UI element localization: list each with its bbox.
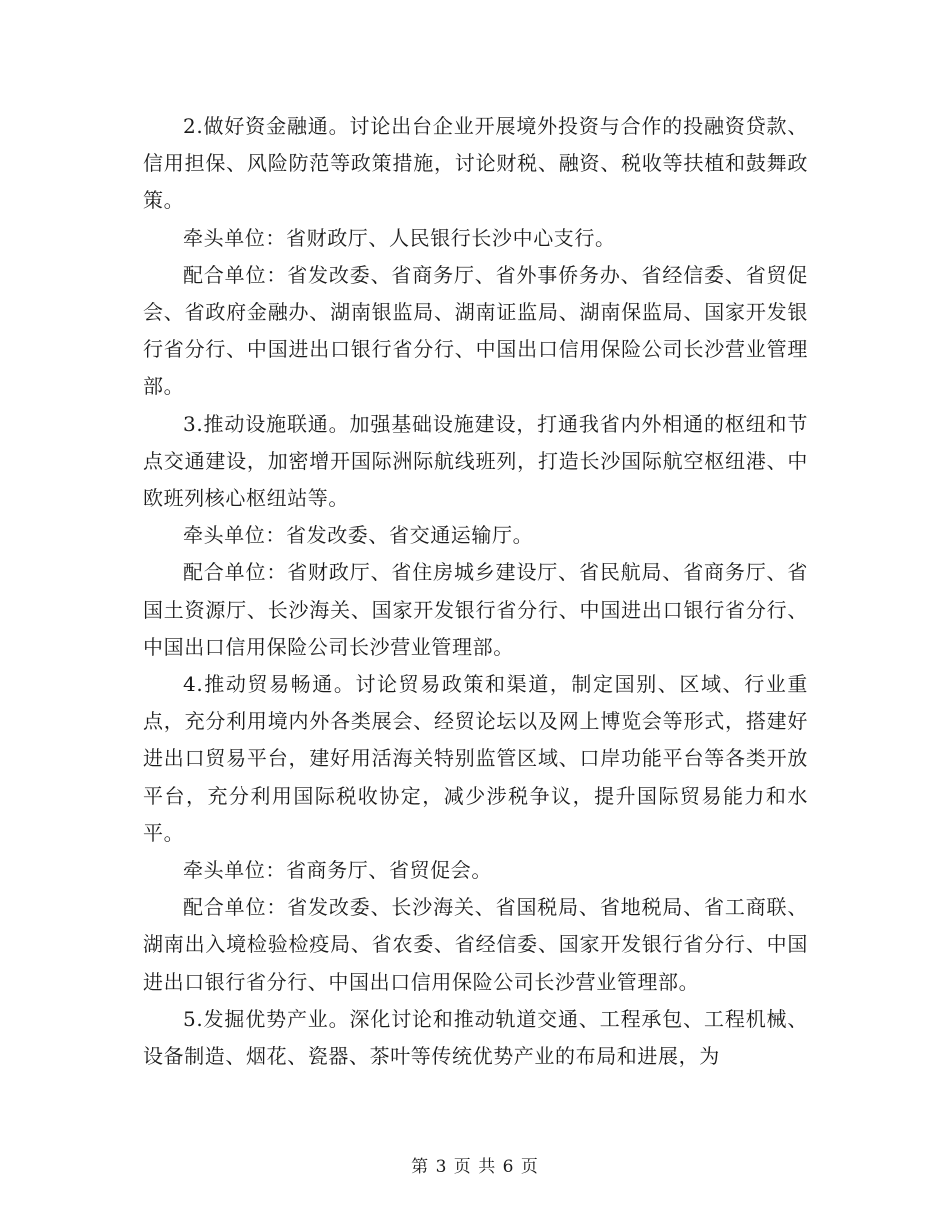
- document-body: [143, 108, 808, 1075]
- page-number-footer: 第 3 页 共 6 页: [411, 1157, 539, 1177]
- paragraph-capital-financing: 2.做好资金融通。讨论出台企业开展境外投资与合作的投融资贷款、信用担保、风险防范等政策措施，讨论财税、融资、税收等扶植和鼓舞政策。: [143, 114, 808, 213]
- paragraph-lead-units-facilities: 牵头单位：省发改委、省交通运输厅。: [183, 523, 534, 548]
- paragraph-support-units-facilities: 配合单位：省财政厅、省住房城乡建设厅、省民航局、省商务厅、省国土资源厅、长沙海关、国家开发银行省分行、中国进出口银行省分行、中国出口信用保险公司长沙营业管理部。: [143, 560, 808, 659]
- paragraph-trade-facilitation: 4.推动贸易畅通。讨论贸易政策和渠道，制定国别、区域、行业重点，充分利用境内外各类展会、经贸论坛以及网上博览会等形式，搭建好进出口贸易平台，建好用活海关特别监管区域、口岸功能平台等各类开放平台，充分利用国际税收协定，减少涉税争议，提升国际贸易能力和水平。: [143, 672, 808, 845]
- paragraph-advantage-industries: 5.发掘优势产业。深化讨论和推动轨道交通、工程承包、工程机械、设备制造、烟花、瓷器、茶叶等传统优势产业的布局和进展，为: [143, 1006, 808, 1069]
- paragraph-lead-units-trade: 牵头单位：省商务厅、省贸促会。: [183, 858, 492, 883]
- paragraph-support-units-trade: 配合单位：省发改委、长沙海关、省国税局、省地税局、省工商联、湖南出入境检验检疫局、省农委、省经信委、国家开发银行省分行、中国进出口银行省分行、中国出口信用保险公司长沙营业管理部。: [143, 895, 808, 994]
- paragraph-support-units-financing: 配合单位：省发改委、省商务厅、省外事侨务办、省经信委、省贸促会、省政府金融办、湖南银监局、湖南证监局、湖南保监局、国家开发银行省分行、中国进出口银行省分行、中国出口信用保险公司长沙营业管理部。: [143, 262, 808, 399]
- paragraph-lead-units-financing: 牵头单位：省财政厅、人民银行长沙中心支行。: [183, 225, 616, 250]
- paragraph-facilities-connectivity: 3.推动设施联通。加强基础设施建设，打通我省内外相通的枢纽和节点交通建设，加密增开国际洲际航线班列，打造长沙国际航空枢纽港、中欧班列核心枢纽站等。: [143, 411, 808, 511]
